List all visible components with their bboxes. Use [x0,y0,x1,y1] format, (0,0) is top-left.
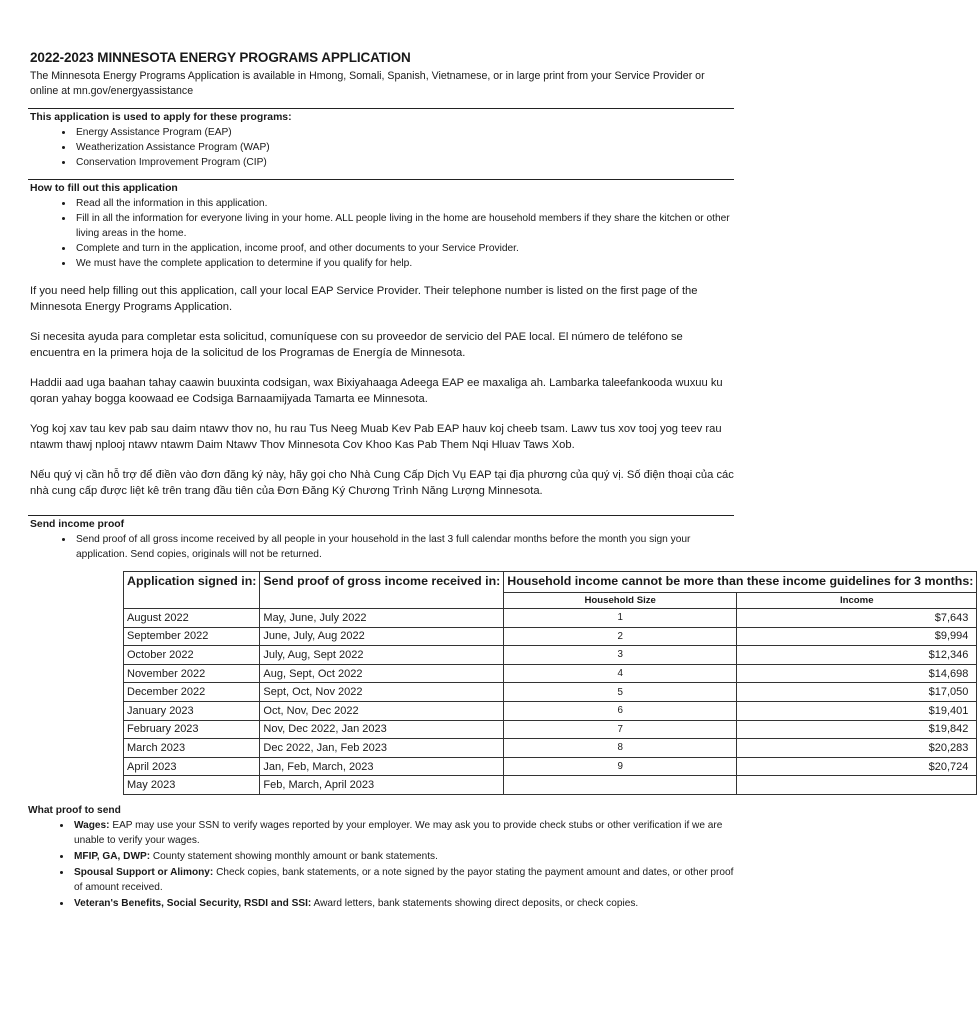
cell-proof-months: July, Aug, Sept 2022 [260,646,504,665]
cell-proof-months: Jan, Feb, March, 2023 [260,757,504,776]
income-table-body [124,609,977,795]
cell-signed: November 2022 [124,664,260,683]
how-to-heading: How to fill out this application [30,183,178,194]
list-item: • Weatherization Assistance Program (WAP) [74,140,734,155]
cell-signed: March 2023 [124,739,260,758]
proof-heading: What proof to send [28,804,121,816]
cell-proof-months: May, June, July 2022 [260,609,504,628]
table-row [124,701,977,720]
proof-text: County statement showing monthly amount or bank statements. [150,850,438,862]
income-table [123,571,977,795]
cell-income-limit: $7,643 [737,609,977,628]
proof-text: Award letters, bank statements showing direct deposits, or check copies. [311,897,639,909]
table-row [124,720,977,739]
cell-household-size: 4 [504,664,737,683]
help-english: If you need help filling out this application, call your local EAP Service Provider. Their telephone number is listed on the first page of the Minnesota Energy Programs Application. [30,285,698,313]
how-to-list [28,196,734,271]
cell-signed: January 2023 [124,701,260,720]
list-item: • Conservation Improvement Program (CIP) [74,155,734,170]
cell-household-size: 7 [504,720,737,739]
table-header-row [124,572,977,593]
proof-text: EAP may use your SSN to verify wages reported by your employer. We may ask you to provide check stubs or other verification if we are unable to verify your wages. [74,819,723,846]
list-item: • Fill in all the information for everyone living in your home. ALL people living in the home are household members if they share the kitchen or other living areas in the home. [74,211,734,241]
cell-income-limit: $17,050 [737,683,977,702]
cell-household-size: 3 [504,646,737,665]
cell-income-limit: $9,994 [737,627,977,646]
list-item [72,896,734,911]
programs-list [28,125,734,170]
proof-label: MFIP, GA, DWP: [74,850,151,862]
list-item: • We must have the complete application to determine if you qualify for help. [74,256,734,271]
cell-signed: December 2022 [124,683,260,702]
table-row [124,646,977,665]
list-item [72,849,734,864]
section-divider [28,108,734,109]
help-vietnamese: Nếu quý vị cần hỗ trợ để điền vào đơn đăng ký này, hãy gọi cho Nhà Cung Cấp Dịch Vụ EAP tại địa phương của quý vị. Số điện thoại của các nhà cung cấp được liệt kê trên trang đầu tiên của Đơn Đăng Ký Chương Trình Năng Lượng Minnesota. [30,469,734,497]
section-divider [28,179,734,180]
cell-signed: April 2023 [124,757,260,776]
cell-proof-months: Aug, Sept, Oct 2022 [260,664,504,683]
table-row [124,609,977,628]
cell-household-size: 1 [504,609,737,628]
cell-income-limit [737,776,977,795]
cell-household-size: 5 [504,683,737,702]
table-row [124,776,977,795]
income-table-wrapper [123,571,974,795]
programs-heading: This application is used to apply for these programs: [30,112,292,123]
cell-income-limit: $19,401 [737,701,977,720]
cell-proof-months: Nov, Dec 2022, Jan 2023 [260,720,504,739]
help-somali: Haddii aad uga baahan tahay caawin buuxinta codsigan, wax Bixiyahaaga Adeega EAP ee maxaliga ah. Lambarka taleefankooda wuxuu ku qoran yahay bogga koowaad ee Codsiga Barnaamijyada Tamarta ee Minnesota. [30,377,723,405]
table-row [124,757,977,776]
cell-proof-months: Sept, Oct, Nov 2022 [260,683,504,702]
proof-label: Veteran's Benefits, Social Security, RSDI and SSI: [74,897,312,909]
proof-text: Check copies, bank statements, or a note signed by the payor stating the payment amount and dates, or other proof of amount received. [74,866,734,893]
list-item: • Send proof of all gross income received by all people in your household in the last 3 full calendar months before the month you sign your application. Send copies, originals will not be returned. [74,532,734,562]
col-application-signed: Application signed in: [124,572,260,609]
cell-signed: February 2023 [124,720,260,739]
table-row [124,627,977,646]
help-spanish: Si necesita ayuda para completar esta solicitud, comuníquese con su proveedor de servicio del PAE local. El número de teléfono se encuentra en la primera hoja de la solicitud de los Programas de Energía de Minnesota. [30,331,683,359]
cell-proof-months: Dec 2022, Jan, Feb 2023 [260,739,504,758]
cell-household-size: 6 [504,701,737,720]
proof-label: Spousal Support or Alimony: [74,866,214,878]
col-income-guidelines: Household income cannot be more than these income guidelines for 3 months: [504,572,977,593]
income-proof-list [28,532,734,562]
cell-income-limit: $20,724 [737,757,977,776]
cell-income-limit: $12,346 [737,646,977,665]
cell-signed: October 2022 [124,646,260,665]
section-divider [28,515,734,516]
proof-list [28,818,734,911]
cell-income-limit: $19,842 [737,720,977,739]
cell-household-size [504,776,737,795]
cell-proof-months: Oct, Nov, Dec 2022 [260,701,504,720]
table-row [124,739,977,758]
list-item [72,818,734,848]
list-item: • Complete and turn in the application, income proof, and other documents to your Service Provider. [74,241,734,256]
application-page [28,50,974,912]
cell-signed: September 2022 [124,627,260,646]
cell-signed: August 2022 [124,609,260,628]
cell-household-size: 9 [504,757,737,776]
col-household-size: Household Size [504,593,737,609]
help-hmong: Yog koj xav tau kev pab sau daim ntawv thov no, hu rau Tus Neeg Muab Kev Pab EAP hauv koj cheeb tsam. Lawv tus xov tooj yog teev rau ntawm thawj nplooj ntawv ntawm Daim Ntawv Thov Minnesota Cov Khoo Kas Pab Them Nqi Hluav Taws Xob. [30,423,722,451]
proof-label: Wages: [74,819,110,831]
cell-household-size: 2 [504,627,737,646]
cell-income-limit: $20,283 [737,739,977,758]
intro-text: The Minnesota Energy Programs Application is available in Hmong, Somali, Spanish, Vietnamese, or in large print from your Service Provider or online at mn.gov/energyassistance [30,70,705,97]
page-title: 2022-2023 MINNESOTA ENERGY PROGRAMS APPLICATION [30,50,411,65]
cell-household-size: 8 [504,739,737,758]
list-item [72,865,734,895]
cell-signed: May 2023 [124,776,260,795]
col-income: Income [737,593,977,609]
income-proof-heading: Send income proof [30,519,125,530]
list-item: • Energy Assistance Program (EAP) [74,125,734,140]
cell-proof-months: June, July, Aug 2022 [260,627,504,646]
cell-proof-months: Feb, March, April 2023 [260,776,504,795]
table-row [124,683,977,702]
cell-income-limit: $14,698 [737,664,977,683]
table-row [124,664,977,683]
list-item: • Read all the information in this application. [74,196,734,211]
col-proof-received: Send proof of gross income received in: [260,572,504,609]
